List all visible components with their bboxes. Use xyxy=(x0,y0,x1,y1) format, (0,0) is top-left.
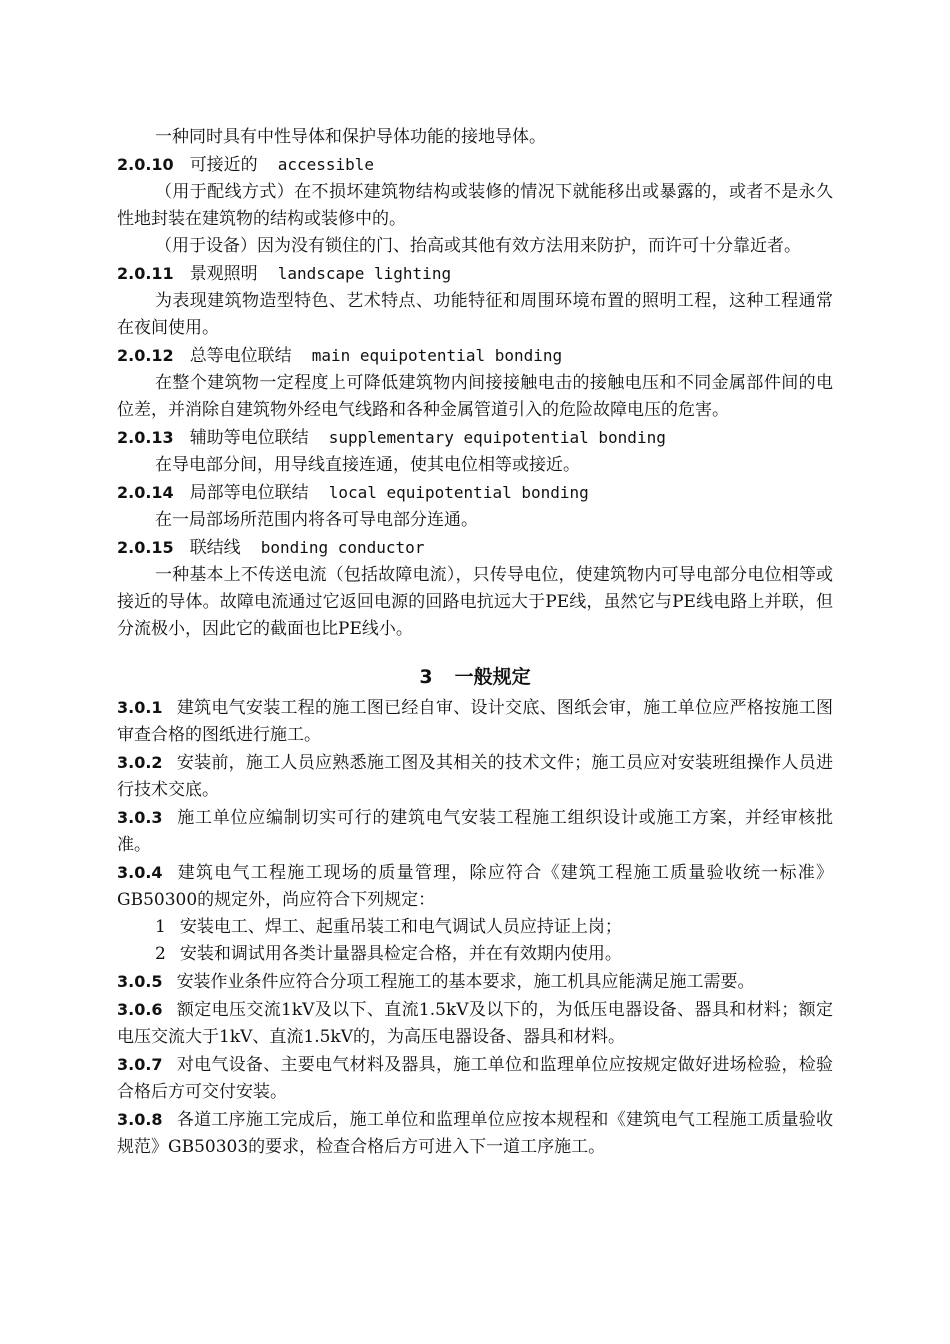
term-heading-2-0-10 xyxy=(117,151,833,179)
term-english: main equipotential bonding xyxy=(311,346,563,365)
clause-3-0-7 xyxy=(117,1051,833,1106)
clause-number: 3.0.3 xyxy=(117,808,163,827)
clause-3-0-1 xyxy=(117,694,833,749)
item-text: 安装电工、焊工、起重吊装工和电气调试人员应持证上岗； xyxy=(179,917,622,937)
term-heading-2-0-13 xyxy=(117,424,833,452)
term-english: local equipotential bonding xyxy=(328,483,589,502)
clause-3-0-3 xyxy=(117,804,833,859)
clause-number: 3.0.1 xyxy=(117,698,163,717)
term-heading-2-0-15 xyxy=(117,534,833,562)
clause-text: 对电气设备、主要电气材料及器具，施工单位和监理单位应按规定做好进场检验，检验合格后方可交付安装。 xyxy=(117,1055,833,1102)
clause-number: 3.0.4 xyxy=(117,863,163,882)
term-chinese: 联结线 xyxy=(189,538,241,558)
clause-number: 3.0.6 xyxy=(117,1000,163,1019)
clause-text: 安装前，施工人员应熟悉施工图及其相关的技术文件；施工员应对安装班组操作人员进行技术交底。 xyxy=(117,753,833,800)
term-heading-2-0-11 xyxy=(117,260,833,288)
term-chinese: 景观照明 xyxy=(189,264,258,284)
page-content xyxy=(117,124,833,1161)
clause-text: 各道工序施工完成后，施工单位和监理单位应按本规程和《建筑电气工程施工质量验收规范》GB50303的要求，检查合格后方可进入下一道工序施工。 xyxy=(117,1110,833,1157)
term-number: 2.0.14 xyxy=(117,483,174,502)
term-chinese: 辅助等电位联结 xyxy=(189,428,309,448)
term-number: 2.0.12 xyxy=(117,346,174,365)
term-definition: 一种基本上不传送电流（包括故障电流），只传导电位，使建筑物内可导电部分电位相等或接近的导体。故障电流通过它返回电源的回路电抗远大于PE线，虽然它与PE线电路上并联，但分流极小，因此它的截面也比PE线小。 xyxy=(117,565,833,639)
term-chinese: 总等电位联结 xyxy=(189,346,292,366)
lead-paragraph: 一种同时具有中性导体和保护导体功能的接地导体。 xyxy=(155,127,546,147)
term-heading-2-0-12 xyxy=(117,342,833,370)
item-number: 2 xyxy=(155,944,166,964)
term-definition: 在一局部场所范围内将各可导电部分连通。 xyxy=(155,510,478,530)
clause-number: 3.0.2 xyxy=(117,753,163,772)
clause-text: 安装作业条件应符合分项工程施工的基本要求，施工机具应能满足施工需要。 xyxy=(176,972,755,992)
term-definition: （用于设备）因为没有锁住的门、抬高或其他有效方法用来防护，而许可十分靠近者。 xyxy=(155,236,801,256)
section-number: 3 xyxy=(419,666,433,688)
clause-number: 3.0.7 xyxy=(117,1055,163,1074)
clause-3-0-6 xyxy=(117,996,833,1051)
term-definition: 在导电部分间，用导线直接连通，使其电位相等或接近。 xyxy=(155,455,580,475)
item-number: 1 xyxy=(155,917,166,937)
clause-3-0-5 xyxy=(117,968,833,996)
term-definition: 在整个建筑物一定程度上可降低建筑物内间接接触电击的接触电压和不同金属部件间的电位差，并消除自建筑物外经电气线路和各种金属管道引入的危险故障电压的危害。 xyxy=(117,373,833,420)
clause-number: 3.0.5 xyxy=(117,972,163,991)
term-english: supplementary equipotential bonding xyxy=(328,428,666,447)
section-heading: 一般规定 xyxy=(454,666,531,688)
term-heading-2-0-14 xyxy=(117,479,833,507)
clause-text: 建筑电气安装工程的施工图已经自审、设计交底、图纸会审，施工单位应严格按施工图审查合格的图纸进行施工。 xyxy=(117,698,833,745)
item-text: 安装和调试用各类计量器具检定合格，并在有效期内使用。 xyxy=(179,944,622,964)
term-chinese: 可接近的 xyxy=(189,155,258,175)
term-english: accessible xyxy=(277,155,375,174)
clause-3-0-2 xyxy=(117,749,833,804)
clause-text: 建筑电气工程施工现场的质量管理，除应符合《建筑工程施工质量验收统一标准》GB50300的规定外，尚应符合下列规定： xyxy=(117,863,833,910)
clause-3-0-8 xyxy=(117,1106,833,1161)
term-english: bonding conductor xyxy=(260,538,425,557)
term-definition: 为表现建筑物造型特色、艺术特点、功能特征和周围环境布置的照明工程，这种工程通常在夜间使用。 xyxy=(117,291,833,338)
term-number: 2.0.11 xyxy=(117,264,174,283)
clause-number: 3.0.8 xyxy=(117,1110,163,1129)
term-chinese: 局部等电位联结 xyxy=(189,483,309,503)
clause-text: 施工单位应编制切实可行的建筑电气安装工程施工组织设计或施工方案，并经审核批准。 xyxy=(117,808,833,855)
term-number: 2.0.15 xyxy=(117,538,174,557)
clause-item xyxy=(117,914,833,941)
clause-item xyxy=(117,941,833,968)
term-number: 2.0.13 xyxy=(117,428,174,447)
clause-text: 额定电压交流1kV及以下、直流1.5kV及以下的，为低压电器设备、器具和材料；额定电压交流大于1kV、直流1.5kV的，为高压电器设备、器具和材料。 xyxy=(117,1000,833,1047)
clause-3-0-4 xyxy=(117,859,833,914)
term-english: landscape lighting xyxy=(277,264,452,283)
term-definition: （用于配线方式）在不损坏建筑物结构或装修的情况下就能移出或暴露的，或者不是永久性地封装在建筑物的结构或装修中的。 xyxy=(117,182,833,229)
section-title xyxy=(117,660,833,694)
term-number: 2.0.10 xyxy=(117,155,174,174)
